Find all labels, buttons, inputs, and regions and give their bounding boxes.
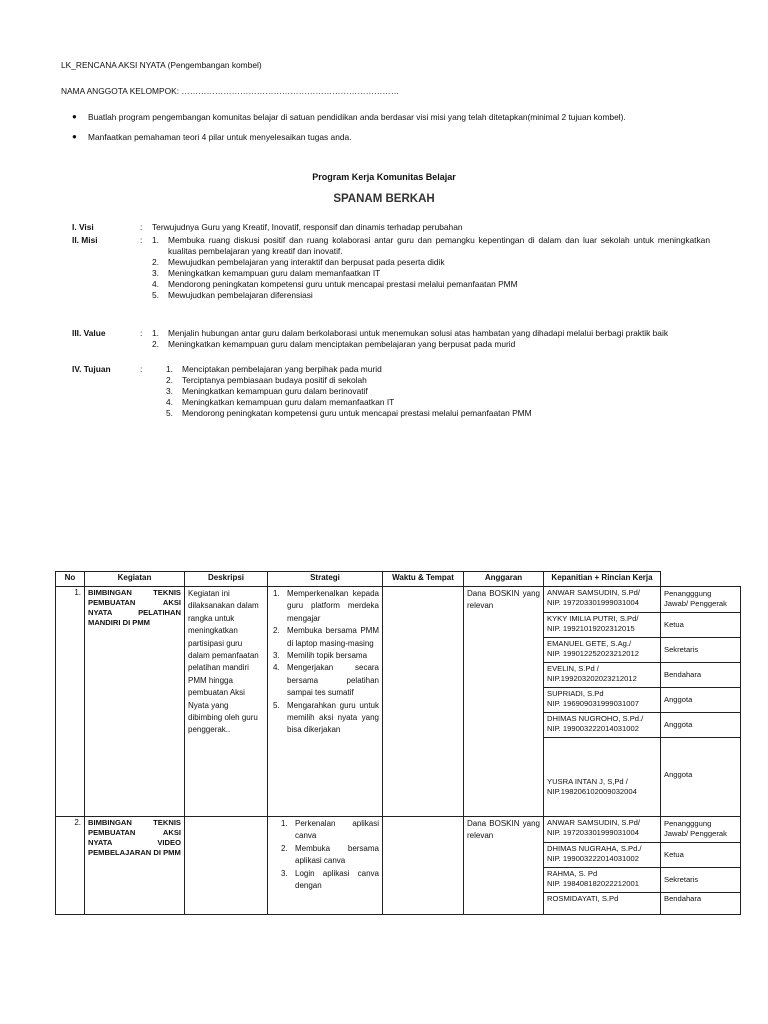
value-label: III. Value [72,328,106,338]
colon: : [140,235,143,245]
tujuan-item: 1. Menciptakan pembelajaran yang berpihak pada murid [166,364,382,374]
col-header-kegiatan: Kegiatan [85,572,185,587]
value-list [152,328,710,350]
panitia-entry: DHIMAS NUGRAHA, S.Pd./ NIP. 199003222014031002 [544,842,660,867]
misi-item: 2. Mewujudkan pembelajaran yang interaktif dan berpusat pada peserta didik [152,256,445,267]
tujuan-item: 3. Meningkatkan kemampuan guru dalam berinovatif [166,385,368,396]
row-roles [661,587,741,817]
table-header-row [56,572,741,587]
tujuan-section [72,364,710,419]
misi-item: 3. Meningkatkan kemampuan guru dalam memanfaatkan IT [152,267,381,278]
strategy-item: 4. Mengerjakan secara bersama pelatihan sampai tes sumatif [273,663,379,698]
row-panitia [544,817,661,915]
tujuan-item: 2. Terciptanya pembiasaan budaya positif di sekolah [166,374,367,385]
role-label: Sekretaris [661,867,740,892]
row-no: 2. [56,817,85,915]
panitia-entry: DHIMAS NUGROHO, S.Pd./ NIP. 199003222014031002 [544,712,660,737]
community-name: SPANAM BERKAH [333,193,435,205]
col-header-kepanitian: Kepanitian + Rincian Kerja [544,572,661,587]
value-item: 1. Menjalin hubungan antar guru dalam berkolaborasi untuk menemukan solusi atas hambatan yang dihadapi melalui berbagi praktik baik [152,328,669,338]
row-kegiatan: BIMBINGAN TEKNIS PEMBUATAN AKSI NYATA VIDEO PEMBELAJARAN DI PMM [85,817,185,915]
row-deskripsi [185,817,268,915]
program-title: Program Kerja Komunitas Belajar [312,172,456,182]
role-label: Anggota [664,770,693,780]
strategy-item: 5. Mengarahkan guru untuk memilih aksi nyata yang bisa dikerjakan [273,700,379,735]
visi-section [72,222,710,233]
panitia-entry: EVELIN, S.Pd / NIP.199203202023212012 [544,662,660,687]
instruction-item: ● Manfaatkan pemahaman teori 4 pilar untuk menyelesaikan tugas anda. [72,132,626,143]
row-roles [661,817,741,915]
colon: : [140,364,143,374]
panitia-entry: RAHMA, S. Pd NIP. 198408182022212001 [544,867,660,892]
role-label: Ketua [661,842,740,867]
row-strategi [268,587,383,817]
misi-label: II. Misi [72,235,98,245]
panitia-entry: ANWAR SAMSUDIN, S.Pd/ NIP. 197203301999031004 [544,587,660,612]
role-label: Ketua [661,612,740,637]
visi-text: Terwujudnya Guru yang Kreatif, Inovatif, responsif dan dinamis terhadap perubahan [152,222,463,232]
role-label: Anggota [661,712,740,737]
col-header-strategi: Strategi [268,572,383,587]
row-strategi [268,817,383,915]
col-header-no: No [56,572,85,587]
panitia-entry: KYKY IMILIA PUTRI, S.Pd/ NIP. 19921019202312015 [544,612,660,637]
row-deskripsi: Kegiatan ini dilaksanakan dalam rangka untuk meningkatkan partisipasi guru dalam pemanfaatan pelatihan mandiri PMM hingga pembuatan Aksi Nyata yang dibimbing oleh guru penggerak.. [185,587,268,817]
col-header-deskripsi: Deskripsi [185,572,268,587]
table-row [56,587,741,817]
row-waktu [383,587,464,817]
row-panitia [544,587,661,817]
strategy-item: 1. Memperkenalkan kepada guru platform merdeka mengajar [273,589,379,623]
table-row [56,817,741,915]
misi-item: 4. Mendorong peningkatan kompetensi guru untuk mencapai prestasi melalui pemanfaatan PMM [152,278,518,289]
role-label: Bendahara [661,662,740,687]
role-label: Bendahara [664,893,702,903]
row-no: 1. [56,587,85,817]
row-kegiatan: BIMBINGAN TEKNIS PEMBUATAN AKSI NYATA PELATIHAN MANDIRI DI PMM [85,587,185,817]
tujuan-item: 4. Meningkatkan kemampuan guru dalam memanfaatkan IT [166,396,395,407]
panitia-entry: YUSRA INTAN J, S,Pd / NIP.198206102009032004 [547,776,637,796]
group-members-line: NAMA ANGGOTA KELOMPOK: …………………………………………………………………… [61,86,400,96]
value-item: 2. Meningkatkan kemampuan guru dalam menciptakan pembelajaran yang berpusat pada murid [152,338,516,349]
panitia-entry: ANWAR SAMSUDIN, S.Pd/ NIP. 197203301999031004 [544,817,660,842]
strategy-item: 1. Perkenalan aplikasi canva [281,819,379,841]
role-label: Sekretaris [661,637,740,662]
tujuan-item: 5. Mendorong peningkatan kompetensi guru untuk mencapai prestasi melalui pemanfaatan PMM [166,407,532,418]
strategy-item: 2. Membuka bersama PMM di laptop masing-masing [273,626,379,648]
program-table [55,571,741,915]
strategy-item: 2. Membuka bersama aplikasi canva [281,843,379,866]
role-label: Penangggung Jawab/ Penggerak [661,587,740,612]
colon: : [140,328,143,338]
panitia-entry: SUPRIADI, S.Pd NIP. 196909031999031007 [544,687,660,712]
value-section [72,328,710,350]
row-anggaran: Dana BOSKIN yang relevan [464,587,544,817]
misi-section [72,235,710,301]
misi-item: 1. Membuka ruang diskusi positif dan ruang kolaborasi antar guru dan pemangku kepentingan di dalam dan luar sekolah untuk meningkatkan kualitas pembelajaran yang kreatif dan inovatif. [152,235,710,256]
instruction-item: ● Buatlah program pengembangan komunitas belajar di satuan pendidikan anda berdasar visi misi yang telah ditetapkan(minimal 2 tujuan kombel). [72,112,626,123]
sheet-title: LK_RENCANA AKSI NYATA (Pengembangan kombel) [61,60,262,70]
visi-label: I. Visi [72,222,94,232]
instruction-list [72,112,626,152]
col-header-waktu: Waktu & Tempat [383,572,464,587]
role-label: Penangggung Jawab/ Penggerak [661,817,740,842]
row-anggaran: Dana BOSKIN yang relevan [464,817,544,915]
tujuan-list [166,364,710,419]
row-waktu [383,817,464,915]
role-label: Anggota [661,687,740,712]
misi-item: 5. Mewujudkan pembelajaran diferensiasi [152,289,313,300]
panitia-entry: EMANUEL GETE, S.Ag./ NIP. 199012252023212012 [544,637,660,662]
tujuan-label: IV. Tujuan [72,364,111,374]
colon: : [140,222,143,232]
misi-list [152,235,710,301]
col-header-anggaran: Anggaran [464,572,544,587]
col-header-role [661,572,741,587]
panitia-entry: ROSMIDAYATI, S.Pd [547,893,619,903]
strategy-item: 3. Login aplikasi canva dengan [281,868,379,890]
strategy-item: 3. Memilih topik bersama [273,650,368,660]
